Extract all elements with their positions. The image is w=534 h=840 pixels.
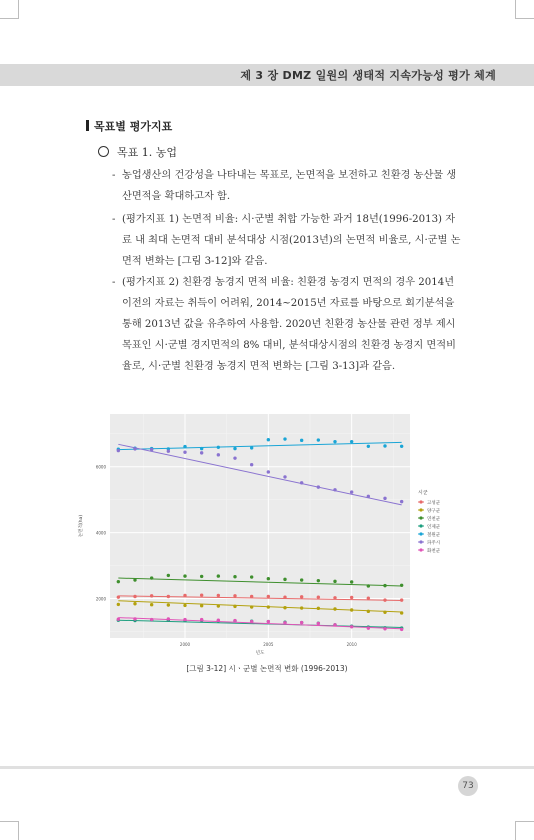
data-point bbox=[233, 575, 236, 578]
data-point bbox=[217, 574, 220, 577]
data-point bbox=[333, 440, 336, 443]
paragraph-1 bbox=[112, 165, 464, 207]
dash-bullet: - bbox=[112, 170, 116, 181]
dash-bullet: - bbox=[112, 277, 116, 288]
data-point bbox=[167, 574, 170, 577]
data-point bbox=[267, 577, 270, 580]
data-point bbox=[117, 595, 120, 598]
paragraph-text: (평가지표 2) 친환경 농경지 면적 비율: 친환경 농경지 면적의 경우 2014년 이전의 자료는 취득이 어려워, 2014~2015년 자료를 바탕으로 회기분석을 통해 2013년 값을 유추하여 사용함. 2020년 친환경 농산물 관련 정부 제시 목표인 시·군별 경지면적의 8% 대비, 분석대상시점의 친환경 농경지 면적비율로, 시·군별 친환경 농경지 면적 변화는 [그림 3-13]과 같음. bbox=[122, 277, 456, 372]
data-point bbox=[367, 584, 370, 587]
figure-caption: [그림 3-12] 시ㆍ군별 논면적 변화 (1996-2013) bbox=[186, 664, 348, 673]
data-point bbox=[333, 488, 336, 491]
data-point bbox=[150, 594, 153, 597]
legend-label: 철원군 bbox=[427, 532, 441, 538]
y-tick-label: 6000 bbox=[95, 464, 106, 470]
data-point bbox=[350, 625, 353, 628]
data-point bbox=[317, 622, 320, 625]
data-point bbox=[267, 605, 270, 608]
data-point bbox=[400, 445, 403, 448]
data-point bbox=[283, 606, 286, 609]
paragraph-text: (평가지표 1) 논면적 비율: 시·군별 취합 가능한 과거 18년(1996-2013) 자료 내 최대 논면적 대비 분석대상 시점(2013년)의 논면적 비율로, 시·군별 논면적 변화는 [그림 3-12]와 같음. bbox=[122, 214, 461, 267]
data-point bbox=[317, 595, 320, 598]
data-point bbox=[200, 604, 203, 607]
data-point bbox=[200, 575, 203, 578]
data-point bbox=[183, 594, 186, 597]
data-point bbox=[250, 575, 253, 578]
data-point bbox=[383, 444, 386, 447]
data-point bbox=[383, 627, 386, 630]
data-point bbox=[400, 598, 403, 601]
data-point bbox=[267, 438, 270, 441]
data-point bbox=[300, 595, 303, 598]
legend-label: 양구군 bbox=[427, 508, 441, 514]
data-point bbox=[167, 450, 170, 453]
data-point bbox=[117, 580, 120, 583]
data-point bbox=[167, 595, 170, 598]
data-point bbox=[183, 445, 186, 448]
section-heading bbox=[86, 118, 172, 134]
paragraph-3 bbox=[112, 272, 464, 377]
data-point bbox=[300, 439, 303, 442]
footer-rule bbox=[0, 766, 534, 769]
data-point bbox=[150, 448, 153, 451]
data-point bbox=[283, 595, 286, 598]
data-point bbox=[233, 447, 236, 450]
legend-label: 고성군 bbox=[427, 500, 441, 506]
data-point bbox=[317, 485, 320, 488]
data-point bbox=[400, 584, 403, 587]
data-point bbox=[183, 451, 186, 454]
data-point bbox=[250, 620, 253, 623]
data-point bbox=[117, 603, 120, 606]
x-tick-label: 2005 bbox=[263, 642, 274, 647]
data-point bbox=[217, 619, 220, 622]
y-tick-label: 4000 bbox=[95, 530, 106, 536]
section-marker-bar bbox=[86, 120, 89, 131]
crop-mark-top-left bbox=[0, 0, 19, 19]
legend-label: 연천군 bbox=[427, 516, 441, 522]
legend-key-point bbox=[419, 532, 422, 535]
data-point bbox=[300, 578, 303, 581]
legend-key-point bbox=[419, 540, 422, 543]
data-point bbox=[283, 437, 286, 440]
legend-key-point bbox=[419, 516, 422, 519]
x-axis-title: 년도 bbox=[255, 651, 265, 656]
data-point bbox=[183, 604, 186, 607]
data-point bbox=[283, 578, 286, 581]
data-point bbox=[217, 446, 220, 449]
data-point bbox=[383, 584, 386, 587]
legend-key-point bbox=[419, 548, 422, 551]
data-point bbox=[133, 617, 136, 620]
legend-key-point bbox=[419, 524, 422, 527]
goal-item bbox=[98, 144, 177, 160]
legend-label: 파주시 bbox=[427, 540, 441, 546]
data-point bbox=[333, 596, 336, 599]
data-point bbox=[283, 621, 286, 624]
data-point bbox=[217, 453, 220, 456]
legend-key-point bbox=[419, 508, 422, 511]
data-point bbox=[117, 449, 120, 452]
data-point bbox=[367, 596, 370, 599]
crop-mark-bottom-left bbox=[0, 821, 19, 840]
data-point bbox=[383, 497, 386, 500]
legend-key-point bbox=[419, 500, 422, 503]
chapter-title: 제 3 장 DMZ 일원의 생태적 지속가능성 평가 체계 bbox=[240, 69, 496, 82]
data-point bbox=[350, 440, 353, 443]
data-point bbox=[283, 475, 286, 478]
data-point bbox=[267, 470, 270, 473]
data-point bbox=[200, 451, 203, 454]
paragraph-text: 농업생산의 건강성을 나타내는 목표로, 논면적을 보전하고 친환경 농산물 생산면적을 확대하고자 함. bbox=[122, 170, 457, 202]
data-point bbox=[300, 606, 303, 609]
data-point bbox=[150, 618, 153, 621]
x-tick-label: 2000 bbox=[179, 642, 191, 647]
data-point bbox=[317, 607, 320, 610]
y-tick-label: 2000 bbox=[95, 596, 106, 602]
data-point bbox=[133, 602, 136, 605]
data-point bbox=[150, 576, 153, 579]
legend-label: 화천군 bbox=[427, 548, 441, 554]
data-point bbox=[333, 623, 336, 626]
circle-bullet-icon bbox=[98, 146, 109, 157]
data-point bbox=[150, 603, 153, 606]
data-point bbox=[383, 611, 386, 614]
data-point bbox=[267, 620, 270, 623]
data-point bbox=[367, 495, 370, 498]
data-point bbox=[350, 596, 353, 599]
data-point bbox=[367, 626, 370, 629]
data-point bbox=[350, 580, 353, 583]
data-point bbox=[250, 463, 253, 466]
data-point bbox=[133, 578, 136, 581]
data-point bbox=[250, 605, 253, 608]
data-point bbox=[400, 628, 403, 631]
paddy-area-chart bbox=[72, 410, 442, 660]
data-point bbox=[367, 445, 370, 448]
legend-label: 인제군 bbox=[427, 524, 441, 530]
data-point bbox=[400, 500, 403, 503]
data-point bbox=[200, 618, 203, 621]
data-point bbox=[183, 574, 186, 577]
data-point bbox=[367, 610, 370, 613]
chapter-header bbox=[0, 64, 534, 86]
page-number: 73 bbox=[458, 776, 478, 796]
paragraph-2 bbox=[112, 209, 464, 272]
data-point bbox=[217, 604, 220, 607]
data-point bbox=[267, 595, 270, 598]
plot-panel bbox=[110, 414, 410, 638]
data-point bbox=[200, 447, 203, 450]
y-axis-title: 논면적(ha) bbox=[79, 514, 84, 538]
data-point bbox=[300, 481, 303, 484]
dash-bullet: - bbox=[112, 214, 116, 225]
data-point bbox=[233, 456, 236, 459]
data-point bbox=[233, 619, 236, 622]
chart-svg bbox=[72, 410, 442, 660]
data-point bbox=[333, 580, 336, 583]
data-point bbox=[250, 446, 253, 449]
crop-mark-bottom-right bbox=[515, 821, 534, 840]
data-point bbox=[167, 617, 170, 620]
data-point bbox=[217, 594, 220, 597]
data-point bbox=[250, 595, 253, 598]
data-point bbox=[300, 621, 303, 624]
data-point bbox=[133, 595, 136, 598]
data-point bbox=[133, 447, 136, 450]
data-point bbox=[117, 618, 120, 621]
data-point bbox=[383, 598, 386, 601]
goal-label: 목표 1. 농업 bbox=[117, 146, 177, 159]
data-point bbox=[167, 603, 170, 606]
data-point bbox=[183, 618, 186, 621]
data-point bbox=[317, 579, 320, 582]
data-point bbox=[317, 438, 320, 441]
data-point bbox=[200, 593, 203, 596]
data-point bbox=[333, 607, 336, 610]
x-tick-label: 2010 bbox=[346, 642, 357, 647]
legend-title: 시군 bbox=[418, 490, 428, 496]
data-point bbox=[233, 605, 236, 608]
section-title-text: 목표별 평가지표 bbox=[94, 120, 173, 133]
data-point bbox=[233, 594, 236, 597]
data-point bbox=[350, 490, 353, 493]
crop-mark-top-right bbox=[515, 0, 534, 19]
data-point bbox=[400, 611, 403, 614]
data-point bbox=[350, 608, 353, 611]
